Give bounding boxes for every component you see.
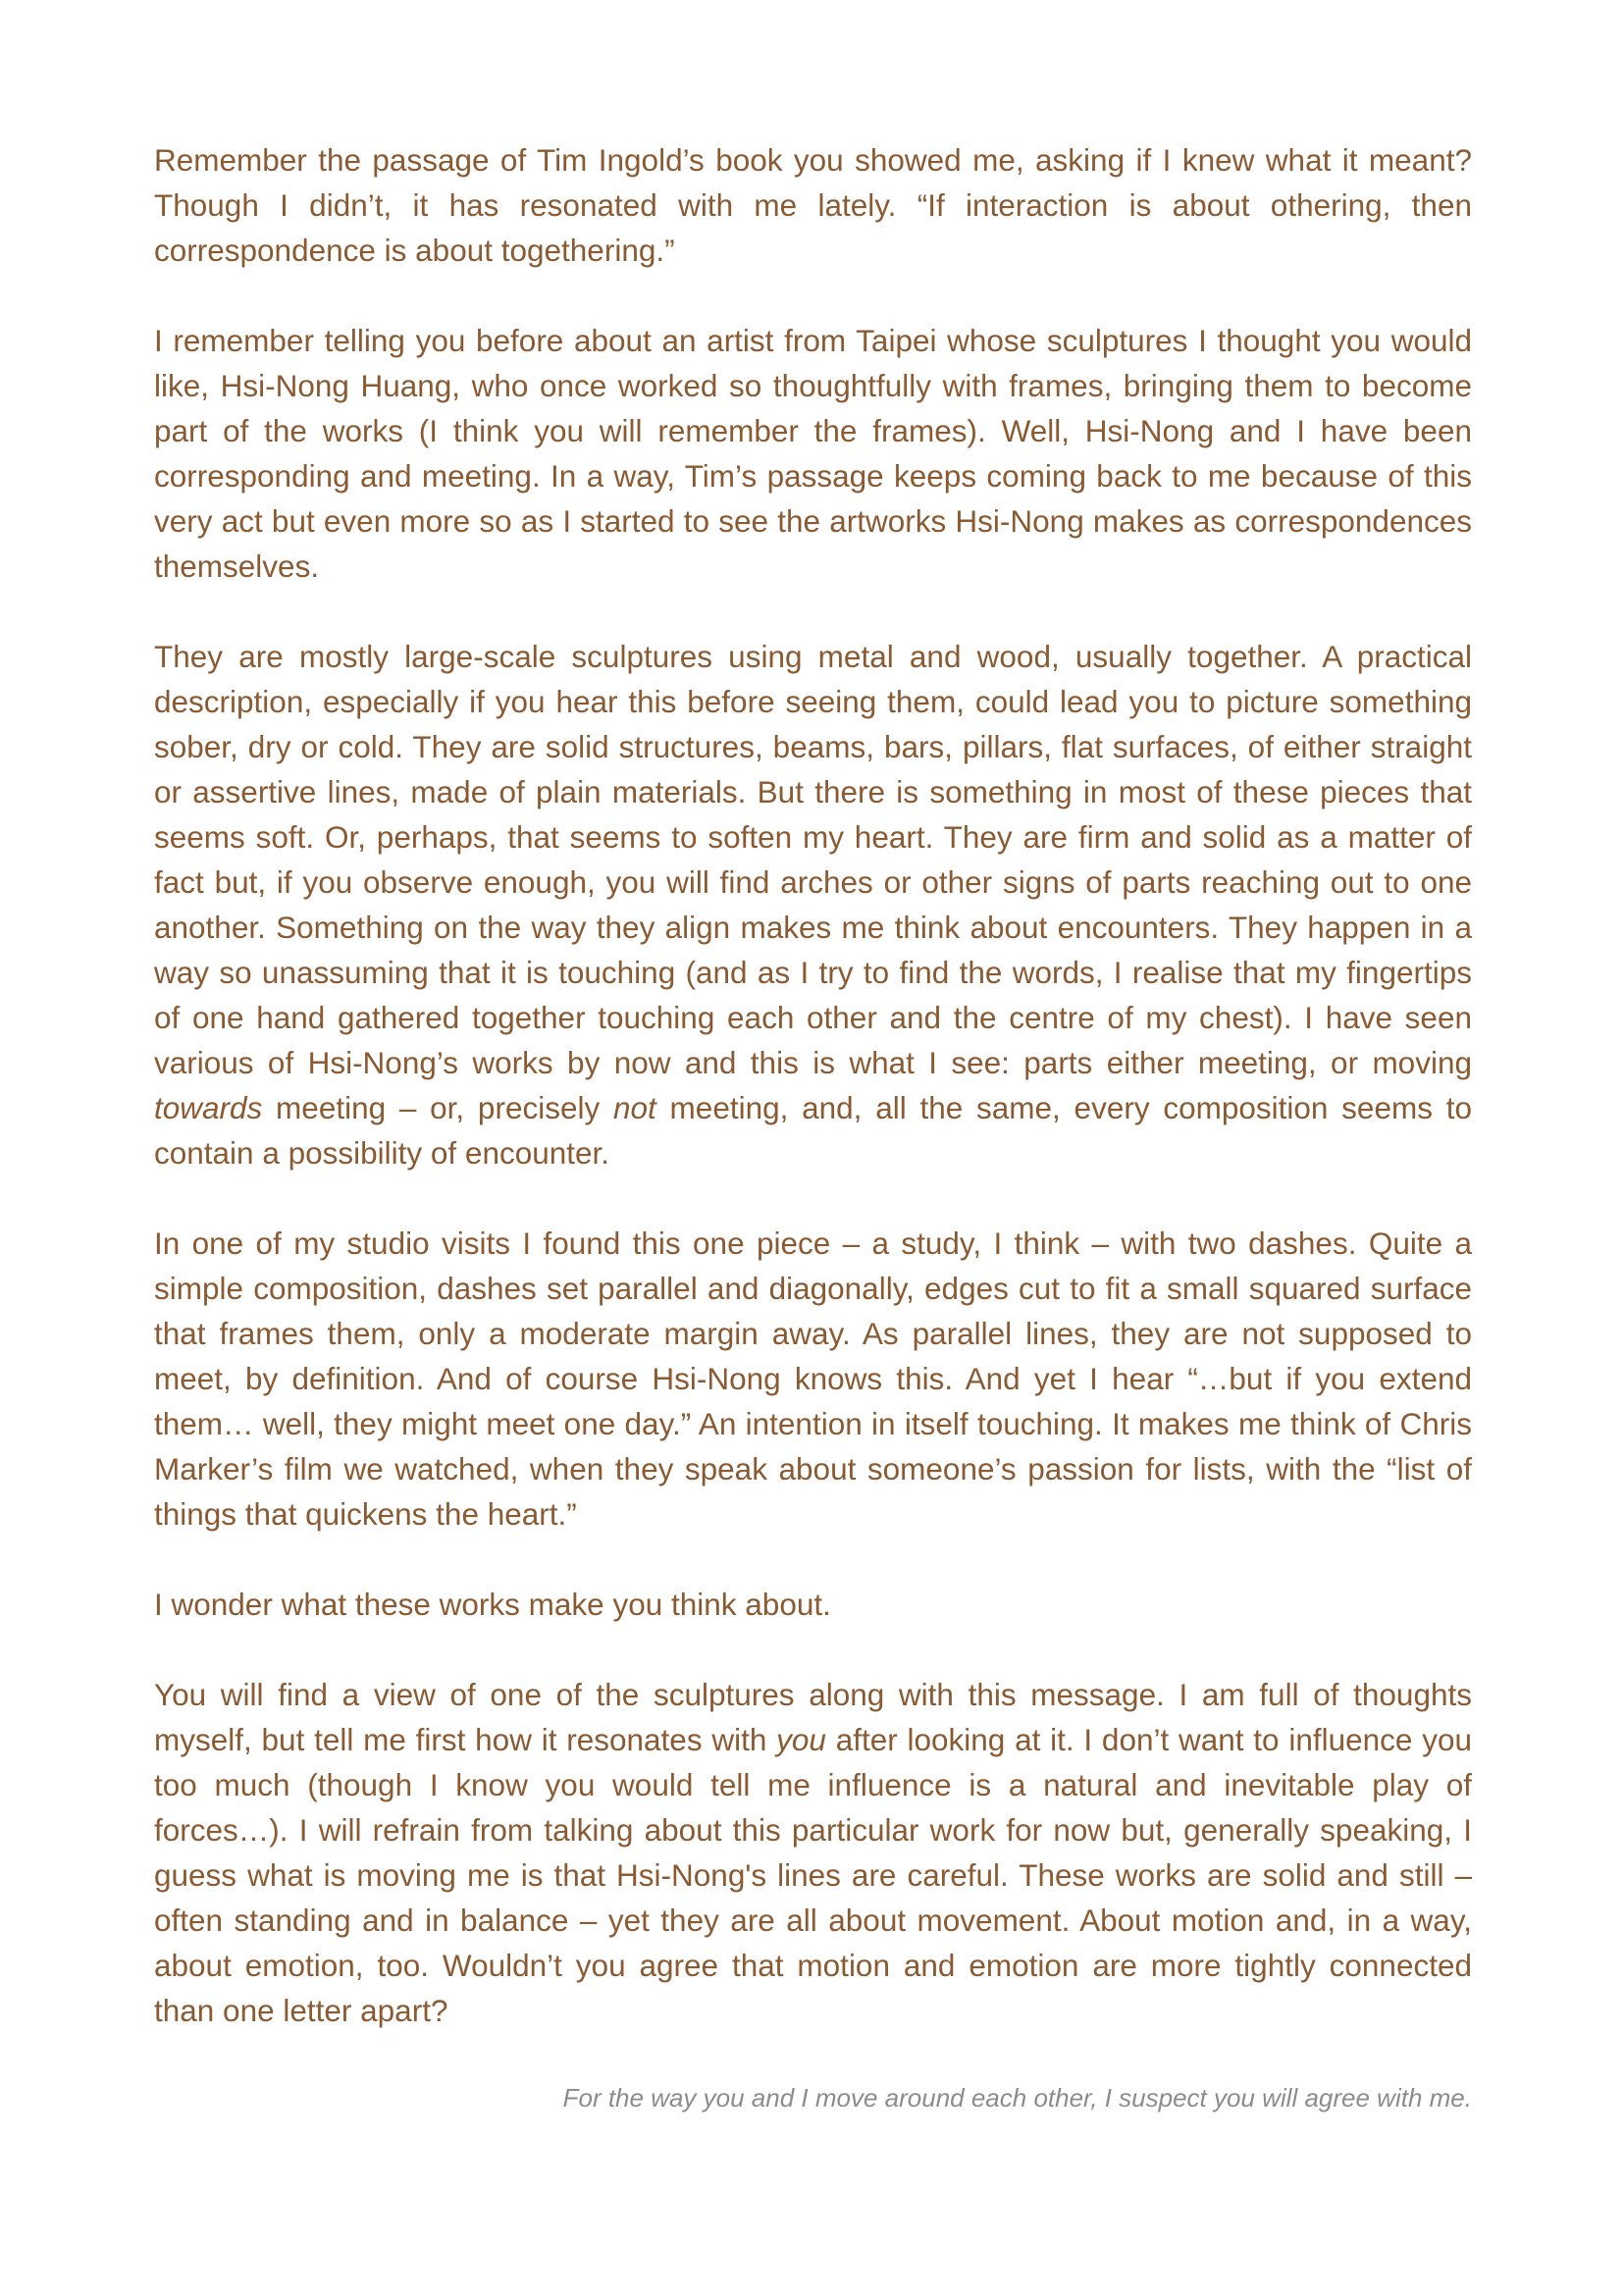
- text-segment: In one of my studio visits I found this one piece – a study, I think – with two dashes. Quite a simple composition, dashes set parallel and diagonally, edges cut to fit a small squared surface that frames them, only a moderate margin away. As parallel lines, they are not supposed to meet, by definition. And of course Hsi-Nong knows this. And yet I hear “…but if you extend them… well, they might meet one day.” An intention in itself touching. It makes me think of Chris Marker’s film we watched, when they speak about someone’s passion for lists, with the “list of things that quickens the heart.”: [154, 1225, 1472, 1532]
- text-segment: meeting – or, precisely: [262, 1090, 613, 1125]
- emphasis-not: not: [613, 1090, 656, 1125]
- text-segment: I wonder what these works make you think about.: [154, 1587, 831, 1622]
- text-segment: They are mostly large-scale sculptures using metal and wood, usually together. A practical description, especially if you hear this before seeing them, could lead you to picture something sober, dry or cold. They are solid structures, beams, bars, pillars, flat surfaces, of either straight or assertive lines, made of plain materials. But there is something in most of these pieces that seems soft. Or, perhaps, that seems to soften my heart. They are firm and solid as a matter of fact but, if you observe enough, you will find arches or other signs of parts reaching out to one another. Something on the way they align makes me think about encounters. They happen in a way so unassuming that it is touching (and as I try to find the words, I realise that my fingertips of one hand gathered together touching each other and the centre of my chest). I have seen various of Hsi-Nong’s works by now and this is what I see: parts either meeting, or moving: [154, 639, 1472, 1080]
- paragraph-sculpture-view: [154, 1672, 1472, 2033]
- text-segment: meeting, and, all the same, every composition seems to contain a possibility of encounter.: [154, 1090, 1472, 1171]
- paragraph-ingold-passage: [154, 137, 1472, 273]
- text-segment: Remember the passage of Tim Ingold’s book you showed me, asking if I knew what it meant? Though I didn’t, it has resonated with me lately. “If interaction is about othering, then correspondence is about togethering.”: [154, 142, 1472, 268]
- paragraph-artist-introduction: [154, 318, 1472, 589]
- text-segment: You will find a view of one of the sculptures along with this message. I am full of thoughts myself, but tell me first how it resonates with: [154, 1677, 1472, 1757]
- paragraph-wonder: [154, 1582, 1472, 1627]
- paragraph-sculptures-description: [154, 634, 1472, 1175]
- emphasis-towards: towards: [154, 1090, 263, 1125]
- paragraph-studio-visit: [154, 1221, 1472, 1537]
- emphasis-you: you: [776, 1722, 826, 1757]
- text-segment: after looking at it. I don’t want to influence you too much (though I know you would tell me influence is a natural and inevitable play of forces…). I will refrain from talking about this particular work for now but, generally speaking, I guess what is moving me is that Hsi-Nong's lines are careful. These works are solid and still – often standing and in balance – yet they are all about movement. About motion and, in a way, about emotion, too. Wouldn’t you agree that motion and emotion are more tightly connected than one letter apart?: [154, 1722, 1472, 2028]
- signoff-line: For the way you and I move around each other, I suspect you will agree with me.: [562, 2083, 1472, 2112]
- letter-body: [154, 137, 1472, 2033]
- text-segment: I remember telling you before about an artist from Taipei whose sculptures I thought you would like, Hsi-Nong Huang, who once worked so thoughtfully with frames, bringing them to become part of the works (I think you will remember the frames). Well, Hsi-Nong and I have been corresponding and meeting. In a way, Tim’s passage keeps coming back to me because of this very act but even more so as I started to see the artworks Hsi-Nong makes as correspondences themselves.: [154, 323, 1472, 584]
